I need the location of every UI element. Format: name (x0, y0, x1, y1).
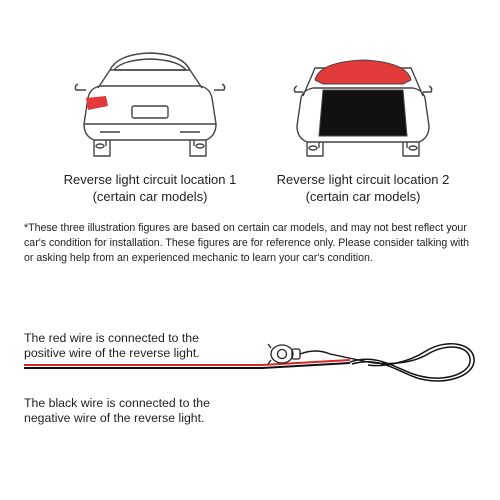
red-wire-label (24, 331, 264, 361)
caption-location-2-sub: (certain car models) (305, 189, 421, 204)
caption-location-1-title: Reverse light circuit location 1 (63, 172, 237, 187)
red-wire-label-line-1: The red wire is connected to the (24, 331, 199, 345)
black-wire-label-line-1: The black wire is connected to the (24, 396, 210, 410)
backup-camera-icon (268, 344, 300, 364)
disclaimer-note: *These three illustration figures are based on certain car models, and may not best reflect your car's condition for installation. These figures are for reference only. Please consider talking with or asking help from an experienced mechanic to learn your car's condition. (24, 222, 470, 264)
red-wire-label-line-2: positive wire of the reverse light. (24, 346, 200, 360)
caption-location-1 (45, 171, 255, 205)
caption-location-2-title: Reverse light circuit location 2 (276, 172, 450, 187)
cable-loop (350, 344, 474, 381)
black-wire-label (24, 396, 264, 426)
car-rear-view-icon (70, 40, 230, 168)
caption-location-1-sub: (certain car models) (92, 189, 208, 204)
highlighted-tail-light (86, 96, 108, 110)
caption-location-2 (258, 171, 468, 205)
highlighted-trunk-lid (315, 60, 411, 84)
car-rear-view-open-trunk-icon (283, 40, 443, 168)
open-trunk-cavity (319, 90, 407, 136)
black-wire-label-line-2: negative wire of the reverse light. (24, 411, 205, 425)
